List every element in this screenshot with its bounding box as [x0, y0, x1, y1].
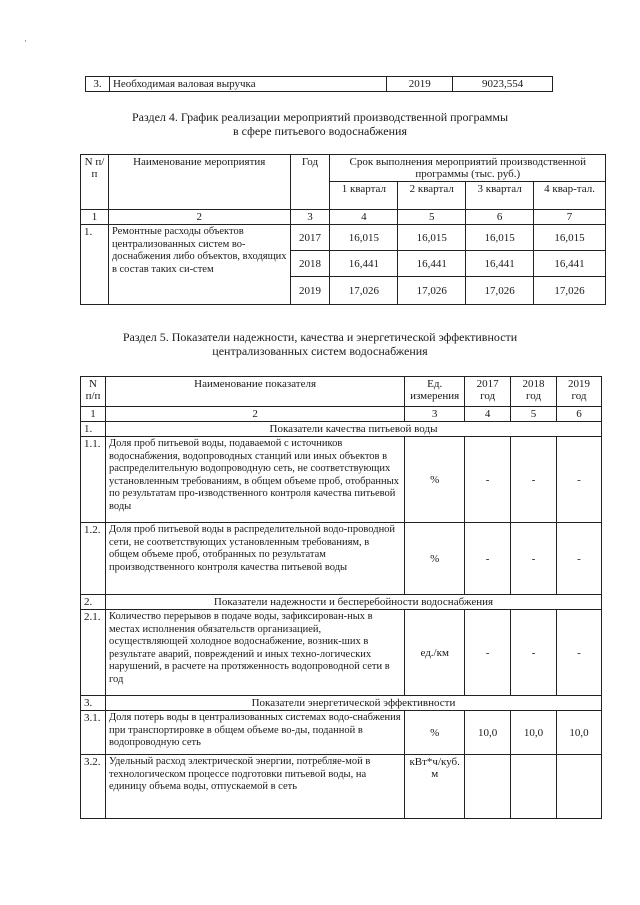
index-row: [81, 210, 606, 225]
index-cell: 4: [465, 407, 511, 422]
col-header-period: Срок выполнения мероприятий производственной программы (тыс. руб.): [330, 155, 606, 182]
row-value: -: [465, 610, 511, 696]
row-value: -: [511, 437, 557, 523]
row-value: -: [511, 610, 557, 696]
col-header-q2: 2 квартал: [398, 182, 466, 210]
group-row: [81, 696, 602, 711]
table-row: [81, 523, 602, 595]
col-header-q3: 3 квартал: [466, 182, 534, 210]
row-value: -: [557, 610, 602, 696]
row-number: 3.2.: [81, 755, 106, 819]
group-row: [81, 422, 602, 437]
row-number: 1.2.: [81, 523, 106, 595]
col-header-2017: 2017 год: [465, 377, 511, 407]
row-number: 1.: [81, 225, 109, 305]
row-value: 16,015: [330, 225, 398, 251]
row-unit: %: [405, 711, 465, 755]
row-value: 17,026: [330, 277, 398, 305]
row-name: Доля проб питьевой воды, подаваемой с источников водоснабжения, водопроводных станций или иных объектов в распределительную водопроводную сеть, не соответствующих установленным требованиям, в общем объеме проб, отобранных по результатам про-изводственного контроля качества питьевой воды: [105, 437, 404, 523]
row-value: 16,015: [466, 225, 534, 251]
row-value: -: [557, 523, 602, 595]
row-value: [557, 755, 602, 819]
index-cell: 3: [405, 407, 465, 422]
row-name: Ремонтные расходы объектов централизованных систем во-доснабжения либо объектов, входящих в состав таких си-стем: [108, 225, 290, 305]
row-number: 3.: [86, 77, 110, 92]
group-title: Показатели качества питьевой воды: [105, 422, 601, 437]
group-number: 3.: [81, 696, 106, 711]
row-value: -: [465, 523, 511, 595]
index-cell: 5: [398, 210, 466, 225]
index-cell: 2: [105, 407, 404, 422]
row-value: 16,441: [330, 251, 398, 277]
index-cell: 7: [534, 210, 606, 225]
row-value: 16,441: [466, 251, 534, 277]
row-value: 16,441: [398, 251, 466, 277]
row-value: 16,015: [534, 225, 606, 251]
group-title: Показатели надежности и бесперебойности водоснабжения: [105, 595, 601, 610]
row-value: 17,026: [398, 277, 466, 305]
section4-title: Раздел 4. График реализации мероприятий производственной программы в сфере питьевого водоснабжения: [131, 110, 509, 138]
row-year: 2019: [387, 77, 453, 92]
row-name: Удельный расход электрической энергии, потребляе-мой в технологическом процессе подготовки питьевой воды, на единицу объема воды, отпускаемой в сеть: [105, 755, 404, 819]
row-value: 10,0: [511, 711, 557, 755]
group-number: 2.: [81, 595, 106, 610]
section5-title: Раздел 5. Показатели надежности, качества и энергетической эффективности централизованных систем водоснабжения: [122, 330, 518, 358]
col-header-q1: 1 квартал: [330, 182, 398, 210]
index-cell: 6: [466, 210, 534, 225]
row-unit: кВт*ч/куб. м: [405, 755, 465, 819]
col-header-name: Наименование показателя: [105, 377, 404, 407]
row-value: -: [465, 437, 511, 523]
row-value: 10,0: [557, 711, 602, 755]
section4-table: [80, 154, 606, 305]
table-row: [86, 77, 553, 92]
row-value: 17,026: [466, 277, 534, 305]
index-cell: 2: [108, 210, 290, 225]
table-row: [81, 225, 606, 251]
row-year: 2018: [290, 251, 330, 277]
col-header-year: Год: [290, 155, 330, 210]
col-header-unit: Ед. измерения: [405, 377, 465, 407]
col-header-num: N п/п: [81, 377, 106, 407]
index-cell: 5: [511, 407, 557, 422]
group-title: Показатели энергетической эффективности: [105, 696, 601, 711]
row-value: 16,441: [534, 251, 606, 277]
row-name: Доля потерь воды в централизованных системах водо-снабжения при транспортировке в общем объеме во-ды, поданной в водопроводную сеть: [105, 711, 404, 755]
section5-table: [80, 376, 602, 819]
margin-mark: ·: [24, 36, 27, 46]
col-header-name: Наименование мероприятия: [108, 155, 290, 210]
row-year: 2017: [290, 225, 330, 251]
col-header-num: N п/п: [81, 155, 109, 210]
row-number: 2.1.: [81, 610, 106, 696]
row-name: Количество перерывов в подаче воды, зафиксирован-ных в местах исполнения обязательств организацией, осуществляющей холодное водоснабжение, возник-ших в результате аварий, повреждений и иных техно-логических нарушений, в расчете на протяженность водопроводной сети в год: [105, 610, 404, 696]
table-row: [81, 755, 602, 819]
table-row: [81, 711, 602, 755]
row-name: Доля проб питьевой воды в распределительной водо-проводной сети, не соответствующих установленным требованиям, в общем объеме проб, отобранных по результатам производственного контроля качества питьевой воды: [105, 523, 404, 595]
row-year: 2019: [290, 277, 330, 305]
row-unit: %: [405, 523, 465, 595]
index-cell: 3: [290, 210, 330, 225]
row-value: -: [557, 437, 602, 523]
index-row: [81, 407, 602, 422]
row-number: 1.1.: [81, 437, 106, 523]
group-number: 1.: [81, 422, 106, 437]
row-unit: %: [405, 437, 465, 523]
table-row: [81, 610, 602, 696]
row-value: -: [511, 523, 557, 595]
row-value: 9023,554: [453, 77, 553, 92]
table-row: [81, 437, 602, 523]
col-header-2018: 2018 год: [511, 377, 557, 407]
row-value: 10,0: [465, 711, 511, 755]
row-number: 3.1.: [81, 711, 106, 755]
row-value: 17,026: [534, 277, 606, 305]
col-header-q4: 4 квар-тал.: [534, 182, 606, 210]
index-cell: 4: [330, 210, 398, 225]
top-row-table: [85, 76, 553, 92]
row-value: [465, 755, 511, 819]
row-value: 16,015: [398, 225, 466, 251]
group-row: [81, 595, 602, 610]
row-unit: ед./км: [405, 610, 465, 696]
index-cell: 1: [81, 407, 106, 422]
row-name: Необходимая валовая выручка: [109, 77, 386, 92]
index-cell: 1: [81, 210, 109, 225]
col-header-2019: 2019 год: [557, 377, 602, 407]
row-value: [511, 755, 557, 819]
index-cell: 6: [557, 407, 602, 422]
